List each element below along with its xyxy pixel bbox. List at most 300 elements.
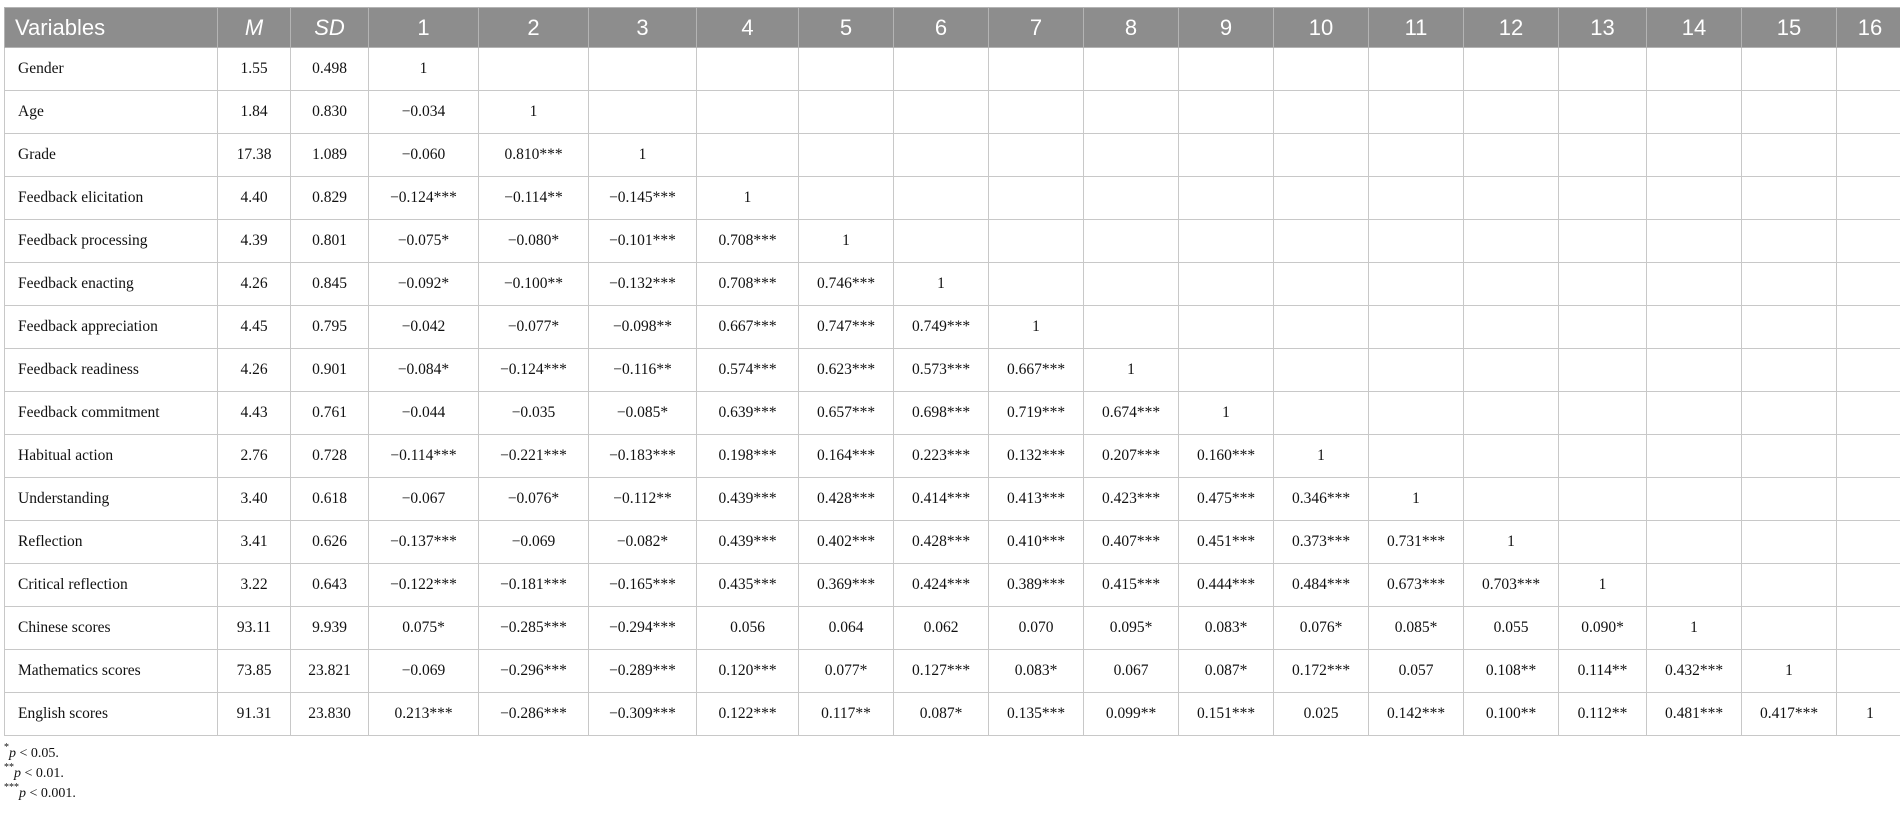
correlation-cell	[799, 177, 894, 220]
correlation-cell: 0.402***	[799, 521, 894, 564]
correlation-cell: 1	[1369, 478, 1464, 521]
mean-cell: 4.40	[218, 177, 291, 220]
correlation-cell	[1742, 521, 1837, 564]
sd-cell: 23.821	[291, 650, 369, 693]
correlation-cell	[1464, 134, 1559, 177]
correlation-cell: −0.114**	[479, 177, 589, 220]
correlation-cell: 0.064	[799, 607, 894, 650]
column-header: 6	[894, 8, 989, 48]
correlation-cell: 0.095*	[1084, 607, 1179, 650]
correlation-cell: 0.117**	[799, 693, 894, 736]
correlation-cell	[989, 134, 1084, 177]
column-header: 7	[989, 8, 1084, 48]
sd-cell: 0.829	[291, 177, 369, 220]
correlation-cell: 0.428***	[799, 478, 894, 521]
correlation-cell	[1647, 91, 1742, 134]
correlation-cell: 1	[1274, 435, 1369, 478]
correlation-cell: 0.075*	[369, 607, 479, 650]
variable-name-cell: Feedback elicitation	[5, 177, 218, 220]
variable-name-cell: English scores	[5, 693, 218, 736]
correlation-cell	[1647, 564, 1742, 607]
column-header: 10	[1274, 8, 1369, 48]
table-row	[5, 521, 1900, 564]
correlation-cell	[1084, 263, 1179, 306]
correlation-cell: 1	[1179, 392, 1274, 435]
correlation-cell	[1837, 650, 1900, 693]
correlation-cell	[1274, 177, 1369, 220]
mean-cell: 73.85	[218, 650, 291, 693]
correlation-cell: 0.414***	[894, 478, 989, 521]
correlation-cell: 0.108**	[1464, 650, 1559, 693]
sd-cell: 1.089	[291, 134, 369, 177]
mean-cell: 1.55	[218, 48, 291, 91]
correlation-cell	[1084, 48, 1179, 91]
correlation-cell: 0.056	[697, 607, 799, 650]
variable-name-cell: Age	[5, 91, 218, 134]
mean-cell: 3.41	[218, 521, 291, 564]
variable-name-cell: Feedback appreciation	[5, 306, 218, 349]
correlation-cell: 0.055	[1464, 607, 1559, 650]
correlation-cell	[1559, 177, 1647, 220]
sd-cell: 0.795	[291, 306, 369, 349]
correlation-cell	[1179, 134, 1274, 177]
correlation-cell: 0.213***	[369, 693, 479, 736]
correlation-cell: −0.124***	[369, 177, 479, 220]
correlation-cell: 0.475***	[1179, 478, 1274, 521]
correlation-cell: 0.413***	[989, 478, 1084, 521]
correlation-cell	[1742, 134, 1837, 177]
correlation-cell: −0.114***	[369, 435, 479, 478]
correlation-cell: 0.623***	[799, 349, 894, 392]
correlation-cell	[1837, 521, 1900, 564]
correlation-cell: −0.082*	[589, 521, 697, 564]
correlation-cell	[1464, 263, 1559, 306]
correlation-cell: 0.428***	[894, 521, 989, 564]
sd-cell: 0.643	[291, 564, 369, 607]
column-header: 8	[1084, 8, 1179, 48]
mean-cell: 4.39	[218, 220, 291, 263]
correlation-cell	[1369, 134, 1464, 177]
correlation-cell: 0.057	[1369, 650, 1464, 693]
correlation-cell: 0.135***	[989, 693, 1084, 736]
correlation-table	[4, 7, 1900, 736]
correlation-cell: 0.667***	[697, 306, 799, 349]
variable-name-cell: Critical reflection	[5, 564, 218, 607]
correlation-cell	[1084, 220, 1179, 263]
table-row	[5, 607, 1900, 650]
variable-name-cell: Grade	[5, 134, 218, 177]
correlation-cell	[1464, 177, 1559, 220]
correlation-cell: −0.042	[369, 306, 479, 349]
correlation-cell: 0.077*	[799, 650, 894, 693]
correlation-cell: 0.085*	[1369, 607, 1464, 650]
correlation-cell	[1742, 478, 1837, 521]
correlation-cell: 0.435***	[697, 564, 799, 607]
table-row	[5, 134, 1900, 177]
table-row	[5, 48, 1900, 91]
correlation-cell: 0.451***	[1179, 521, 1274, 564]
correlation-cell: 0.439***	[697, 521, 799, 564]
correlation-cell	[1084, 306, 1179, 349]
correlation-cell: 0.573***	[894, 349, 989, 392]
correlation-cell: 0.417***	[1742, 693, 1837, 736]
correlation-cell: −0.112**	[589, 478, 697, 521]
correlation-cell: −0.075*	[369, 220, 479, 263]
correlation-cell: 0.346***	[1274, 478, 1369, 521]
correlation-cell: 0.424***	[894, 564, 989, 607]
correlation-cell: 0.142***	[1369, 693, 1464, 736]
correlation-cell	[1274, 392, 1369, 435]
mean-cell: 3.40	[218, 478, 291, 521]
correlation-cell: 0.087*	[894, 693, 989, 736]
mean-cell: 2.76	[218, 435, 291, 478]
correlation-cell: −0.101***	[589, 220, 697, 263]
correlation-cell	[1274, 306, 1369, 349]
correlation-cell: 0.062	[894, 607, 989, 650]
correlation-cell: 0.087*	[1179, 650, 1274, 693]
variable-name-cell: Feedback enacting	[5, 263, 218, 306]
mean-cell: 1.84	[218, 91, 291, 134]
table-row	[5, 564, 1900, 607]
correlation-cell	[479, 48, 589, 91]
table-row	[5, 478, 1900, 521]
correlation-cell	[1647, 392, 1742, 435]
correlation-cell: 0.810***	[479, 134, 589, 177]
correlation-cell	[1559, 478, 1647, 521]
correlation-cell	[1369, 349, 1464, 392]
column-header-mean: M	[218, 8, 291, 48]
correlation-cell	[1274, 263, 1369, 306]
column-header: 5	[799, 8, 894, 48]
correlation-cell	[1742, 177, 1837, 220]
correlation-cell	[1837, 607, 1900, 650]
correlation-cell: −0.183***	[589, 435, 697, 478]
correlation-cell: −0.285***	[479, 607, 589, 650]
correlation-cell	[1274, 220, 1369, 263]
correlation-cell	[1559, 134, 1647, 177]
correlation-cell	[1647, 48, 1742, 91]
correlation-cell: −0.294***	[589, 607, 697, 650]
correlation-cell	[697, 91, 799, 134]
correlation-cell	[894, 134, 989, 177]
variable-name-cell: Feedback processing	[5, 220, 218, 263]
correlation-cell	[1647, 349, 1742, 392]
correlation-cell	[1742, 91, 1837, 134]
variable-name-cell: Mathematics scores	[5, 650, 218, 693]
correlation-cell: 1	[894, 263, 989, 306]
table-row	[5, 177, 1900, 220]
correlation-cell: 0.083*	[1179, 607, 1274, 650]
correlation-cell	[1837, 306, 1900, 349]
correlation-cell: 0.025	[1274, 693, 1369, 736]
correlation-cell: −0.122***	[369, 564, 479, 607]
correlation-cell	[1837, 349, 1900, 392]
correlation-cell	[1837, 177, 1900, 220]
correlation-cell	[989, 263, 1084, 306]
correlation-cell	[1647, 521, 1742, 564]
correlation-cell: 0.207***	[1084, 435, 1179, 478]
correlation-cell	[989, 177, 1084, 220]
correlation-cell	[1179, 349, 1274, 392]
column-header: 3	[589, 8, 697, 48]
correlation-cell	[989, 48, 1084, 91]
correlation-cell: 0.746***	[799, 263, 894, 306]
correlation-cell	[1369, 435, 1464, 478]
column-header: 16	[1837, 8, 1900, 48]
mean-cell: 4.43	[218, 392, 291, 435]
table-row	[5, 220, 1900, 263]
correlation-cell	[1647, 478, 1742, 521]
correlation-cell: 0.164***	[799, 435, 894, 478]
correlation-cell: 0.639***	[697, 392, 799, 435]
correlation-cell: 0.432***	[1647, 650, 1742, 693]
correlation-cell	[1837, 91, 1900, 134]
variable-name-cell: Understanding	[5, 478, 218, 521]
correlation-cell: 0.708***	[697, 220, 799, 263]
correlation-cell: −0.181***	[479, 564, 589, 607]
correlation-cell	[1647, 177, 1742, 220]
correlation-cell	[1559, 435, 1647, 478]
correlation-cell	[1559, 220, 1647, 263]
correlation-cell	[1742, 263, 1837, 306]
footnote-text: p < 0.001.	[19, 786, 76, 801]
table-row	[5, 693, 1900, 736]
correlation-cell: 1	[1464, 521, 1559, 564]
correlation-cell	[1837, 564, 1900, 607]
correlation-cell	[1837, 48, 1900, 91]
correlation-cell: −0.145***	[589, 177, 697, 220]
sd-cell: 0.830	[291, 91, 369, 134]
correlation-cell	[1837, 134, 1900, 177]
sd-cell: 0.618	[291, 478, 369, 521]
correlation-cell	[1837, 263, 1900, 306]
correlation-cell: 0.747***	[799, 306, 894, 349]
correlation-cell: 0.719***	[989, 392, 1084, 435]
correlation-cell	[1179, 177, 1274, 220]
correlation-cell	[1464, 48, 1559, 91]
correlation-cell	[1742, 607, 1837, 650]
mean-cell: 4.26	[218, 263, 291, 306]
correlation-cell: 0.112**	[1559, 693, 1647, 736]
sd-cell: 0.845	[291, 263, 369, 306]
correlation-cell	[1369, 392, 1464, 435]
correlation-cell	[1647, 220, 1742, 263]
correlation-cell	[799, 91, 894, 134]
correlation-cell: 0.698***	[894, 392, 989, 435]
correlation-cell	[1559, 521, 1647, 564]
correlation-cell: 0.120***	[697, 650, 799, 693]
correlation-cell	[1274, 134, 1369, 177]
variable-name-cell: Reflection	[5, 521, 218, 564]
correlation-cell: 0.673***	[1369, 564, 1464, 607]
correlation-cell	[1369, 263, 1464, 306]
table-header-row	[5, 8, 1900, 48]
correlation-cell	[894, 48, 989, 91]
correlation-cell: 0.160***	[1179, 435, 1274, 478]
correlation-cell	[989, 220, 1084, 263]
correlation-cell: −0.137***	[369, 521, 479, 564]
correlation-cell: 0.198***	[697, 435, 799, 478]
footnote-mark: **	[4, 762, 14, 774]
correlation-cell: 1	[369, 48, 479, 91]
mean-cell: 93.11	[218, 607, 291, 650]
correlation-cell: 0.172***	[1274, 650, 1369, 693]
correlation-cell	[1742, 392, 1837, 435]
correlation-cell	[1464, 435, 1559, 478]
correlation-cell	[697, 48, 799, 91]
correlation-cell	[799, 48, 894, 91]
correlation-cell: −0.084*	[369, 349, 479, 392]
mean-cell: 4.45	[218, 306, 291, 349]
correlation-cell	[989, 91, 1084, 134]
correlation-cell	[1559, 48, 1647, 91]
correlation-cell	[589, 91, 697, 134]
correlation-cell	[1464, 392, 1559, 435]
correlation-cell	[1464, 478, 1559, 521]
correlation-cell	[1647, 263, 1742, 306]
correlation-cell	[1742, 306, 1837, 349]
correlation-cell: −0.077*	[479, 306, 589, 349]
footnote-text: p < 0.01.	[14, 766, 64, 781]
correlation-cell: −0.098**	[589, 306, 697, 349]
correlation-cell: 1	[697, 177, 799, 220]
correlation-cell	[1647, 134, 1742, 177]
correlation-cell: 0.415***	[1084, 564, 1179, 607]
correlation-cell: 0.067	[1084, 650, 1179, 693]
correlation-cell	[1647, 306, 1742, 349]
correlation-cell	[1464, 349, 1559, 392]
correlation-cell: −0.085*	[589, 392, 697, 435]
sd-cell: 9.939	[291, 607, 369, 650]
mean-cell: 91.31	[218, 693, 291, 736]
variable-name-cell: Chinese scores	[5, 607, 218, 650]
correlation-cell	[1179, 91, 1274, 134]
correlation-cell	[697, 134, 799, 177]
correlation-cell	[1742, 435, 1837, 478]
correlation-cell	[589, 48, 697, 91]
correlation-cell	[1464, 306, 1559, 349]
correlation-cell	[1179, 48, 1274, 91]
correlation-cell: 0.439***	[697, 478, 799, 521]
correlation-cell: −0.034	[369, 91, 479, 134]
correlation-cell: 1	[589, 134, 697, 177]
correlation-cell: 0.100**	[1464, 693, 1559, 736]
footnote	[4, 784, 1897, 804]
table-footnotes	[4, 744, 1897, 804]
correlation-cell	[1369, 91, 1464, 134]
correlation-cell: −0.221***	[479, 435, 589, 478]
table-row	[5, 349, 1900, 392]
correlation-cell: 0.749***	[894, 306, 989, 349]
correlation-cell: 0.667***	[989, 349, 1084, 392]
table-row	[5, 435, 1900, 478]
correlation-cell	[1369, 177, 1464, 220]
mean-cell: 3.22	[218, 564, 291, 607]
column-header-sd: SD	[291, 8, 369, 48]
correlation-cell: −0.035	[479, 392, 589, 435]
column-header: 2	[479, 8, 589, 48]
correlation-cell: 0.369***	[799, 564, 894, 607]
correlation-cell: −0.100**	[479, 263, 589, 306]
table-row	[5, 392, 1900, 435]
correlation-cell	[1274, 349, 1369, 392]
sd-cell: 23.830	[291, 693, 369, 736]
correlation-cell: −0.124***	[479, 349, 589, 392]
correlation-cell: −0.069	[479, 521, 589, 564]
correlation-cell	[1559, 263, 1647, 306]
sd-cell: 0.761	[291, 392, 369, 435]
correlation-cell	[1837, 478, 1900, 521]
correlation-cell	[894, 220, 989, 263]
column-header: 14	[1647, 8, 1742, 48]
correlation-cell	[1559, 306, 1647, 349]
correlation-cell: −0.092*	[369, 263, 479, 306]
correlation-cell	[1559, 91, 1647, 134]
correlation-cell: 1	[799, 220, 894, 263]
sd-cell: 0.626	[291, 521, 369, 564]
column-header: 1	[369, 8, 479, 48]
correlation-cell	[1274, 48, 1369, 91]
footnote-mark: ***	[4, 782, 19, 794]
correlation-cell: 0.151***	[1179, 693, 1274, 736]
column-header: 11	[1369, 8, 1464, 48]
correlation-cell: 0.484***	[1274, 564, 1369, 607]
correlation-cell: 1	[479, 91, 589, 134]
correlation-cell: −0.286***	[479, 693, 589, 736]
column-header: 13	[1559, 8, 1647, 48]
correlation-cell: 0.389***	[989, 564, 1084, 607]
mean-cell: 4.26	[218, 349, 291, 392]
correlation-cell	[1742, 220, 1837, 263]
correlation-cell: 0.674***	[1084, 392, 1179, 435]
correlation-cell: 0.731***	[1369, 521, 1464, 564]
correlation-cell	[1369, 220, 1464, 263]
column-header: 9	[1179, 8, 1274, 48]
correlation-cell: 0.070	[989, 607, 1084, 650]
correlation-cell: 0.090*	[1559, 607, 1647, 650]
correlation-cell: −0.069	[369, 650, 479, 693]
correlation-cell	[1464, 91, 1559, 134]
correlation-cell: 0.083*	[989, 650, 1084, 693]
correlation-cell: 0.223***	[894, 435, 989, 478]
correlation-table-figure	[4, 7, 1897, 804]
correlation-cell: 0.127***	[894, 650, 989, 693]
correlation-cell: −0.116**	[589, 349, 697, 392]
correlation-cell: 0.099**	[1084, 693, 1179, 736]
correlation-cell	[894, 91, 989, 134]
correlation-cell: 0.407***	[1084, 521, 1179, 564]
correlation-cell	[1084, 177, 1179, 220]
correlation-cell: 1	[1837, 693, 1900, 736]
column-header: 4	[697, 8, 799, 48]
table-row	[5, 306, 1900, 349]
variable-name-cell: Habitual action	[5, 435, 218, 478]
correlation-cell: −0.060	[369, 134, 479, 177]
footnote	[4, 764, 1897, 784]
correlation-cell: −0.296***	[479, 650, 589, 693]
correlation-cell: −0.067	[369, 478, 479, 521]
correlation-cell	[1559, 392, 1647, 435]
correlation-cell: 1	[989, 306, 1084, 349]
footnote	[4, 744, 1897, 764]
correlation-cell	[1647, 435, 1742, 478]
correlation-cell	[1179, 306, 1274, 349]
correlation-cell: −0.289***	[589, 650, 697, 693]
correlation-cell: −0.165***	[589, 564, 697, 607]
correlation-cell: 1	[1647, 607, 1742, 650]
correlation-cell	[1742, 48, 1837, 91]
table-body	[5, 48, 1900, 736]
